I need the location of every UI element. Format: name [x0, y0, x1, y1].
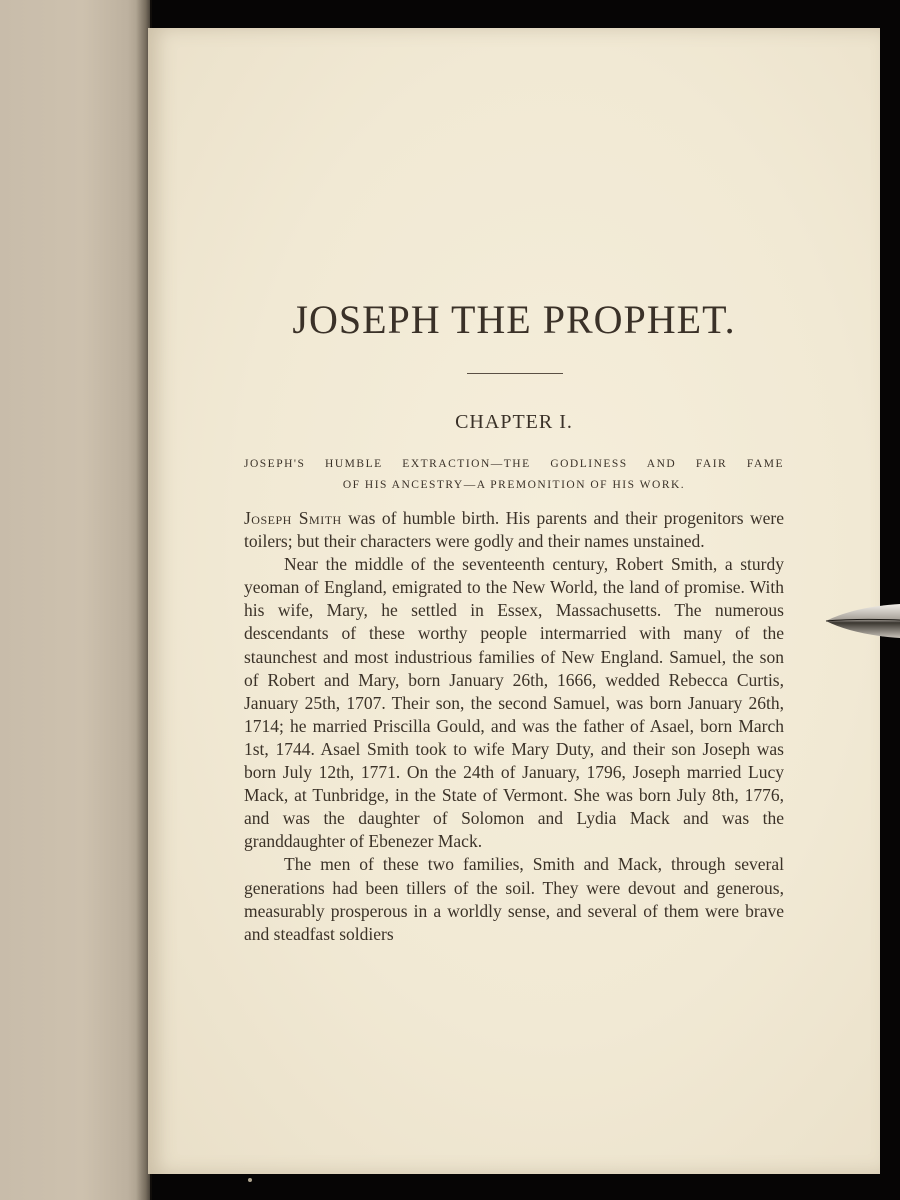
paragraph-2: Near the middle of the seventeenth century, Robert Smith, a sturdy yeoman of England, emigrated to the New World, the land of promise. With his wife, Mary, he settled in Essex, Massachusetts. The numerous descendants of these worthy people intermarried with many of the staunchest and most industrious families of New England. Samuel, the son of Robert and Mary, born January 26th, 1666, wedded Rebecca Curtis, January 25th, 1707. Their son, the second Samuel, was born January 26th, 1714; he married Priscilla Gould, and was the father of Asael, born March 1st, 1744. Asael Smith took to wife Mary Duty, and their son Joseph was born July 12th, 1771. On the 24th of January, 1796, Joseph married Lucy Mack, at Tunbridge, in the State of Vermont. She was born July 8th, 1776, and was the daughter of Solomon and Lydia Mack and was the granddaughter of Ebenezer Mack.: [244, 554, 784, 852]
chapter-summary: [244, 454, 784, 496]
chapter-heading: CHAPTER I.: [455, 411, 573, 433]
left-page: [0, 0, 150, 1200]
page-speck: [248, 1178, 252, 1182]
paragraph-1: [244, 507, 784, 553]
pen-pointer-icon: [824, 600, 900, 642]
paragraph-1-lead: Joseph Smith: [244, 508, 342, 528]
book-page: [148, 28, 880, 1174]
title-rule: [467, 373, 563, 374]
book-title: JOSEPH THE PROPHET.: [292, 297, 736, 342]
chapter-summary-line-1: JOSEPH'S HUMBLE EXTRACTION—THE GODLINESS AND FAIR FAME: [244, 458, 784, 470]
body-text: [244, 507, 784, 946]
paragraph-1-text: was of humble birth. His parents and their progenitors were toilers; but their characters were godly and their names unstained.: [244, 508, 784, 552]
paragraph-3: The men of these two families, Smith and Mack, through several generations had been tillers of the soil. They were devout and generous, measurably prosperous in a worldly sense, and several of them were brave and steadfast soldiers: [244, 854, 784, 944]
chapter-summary-line-2: OF HIS ANCESTRY—A PREMONITION OF HIS WORK.: [342, 479, 686, 491]
